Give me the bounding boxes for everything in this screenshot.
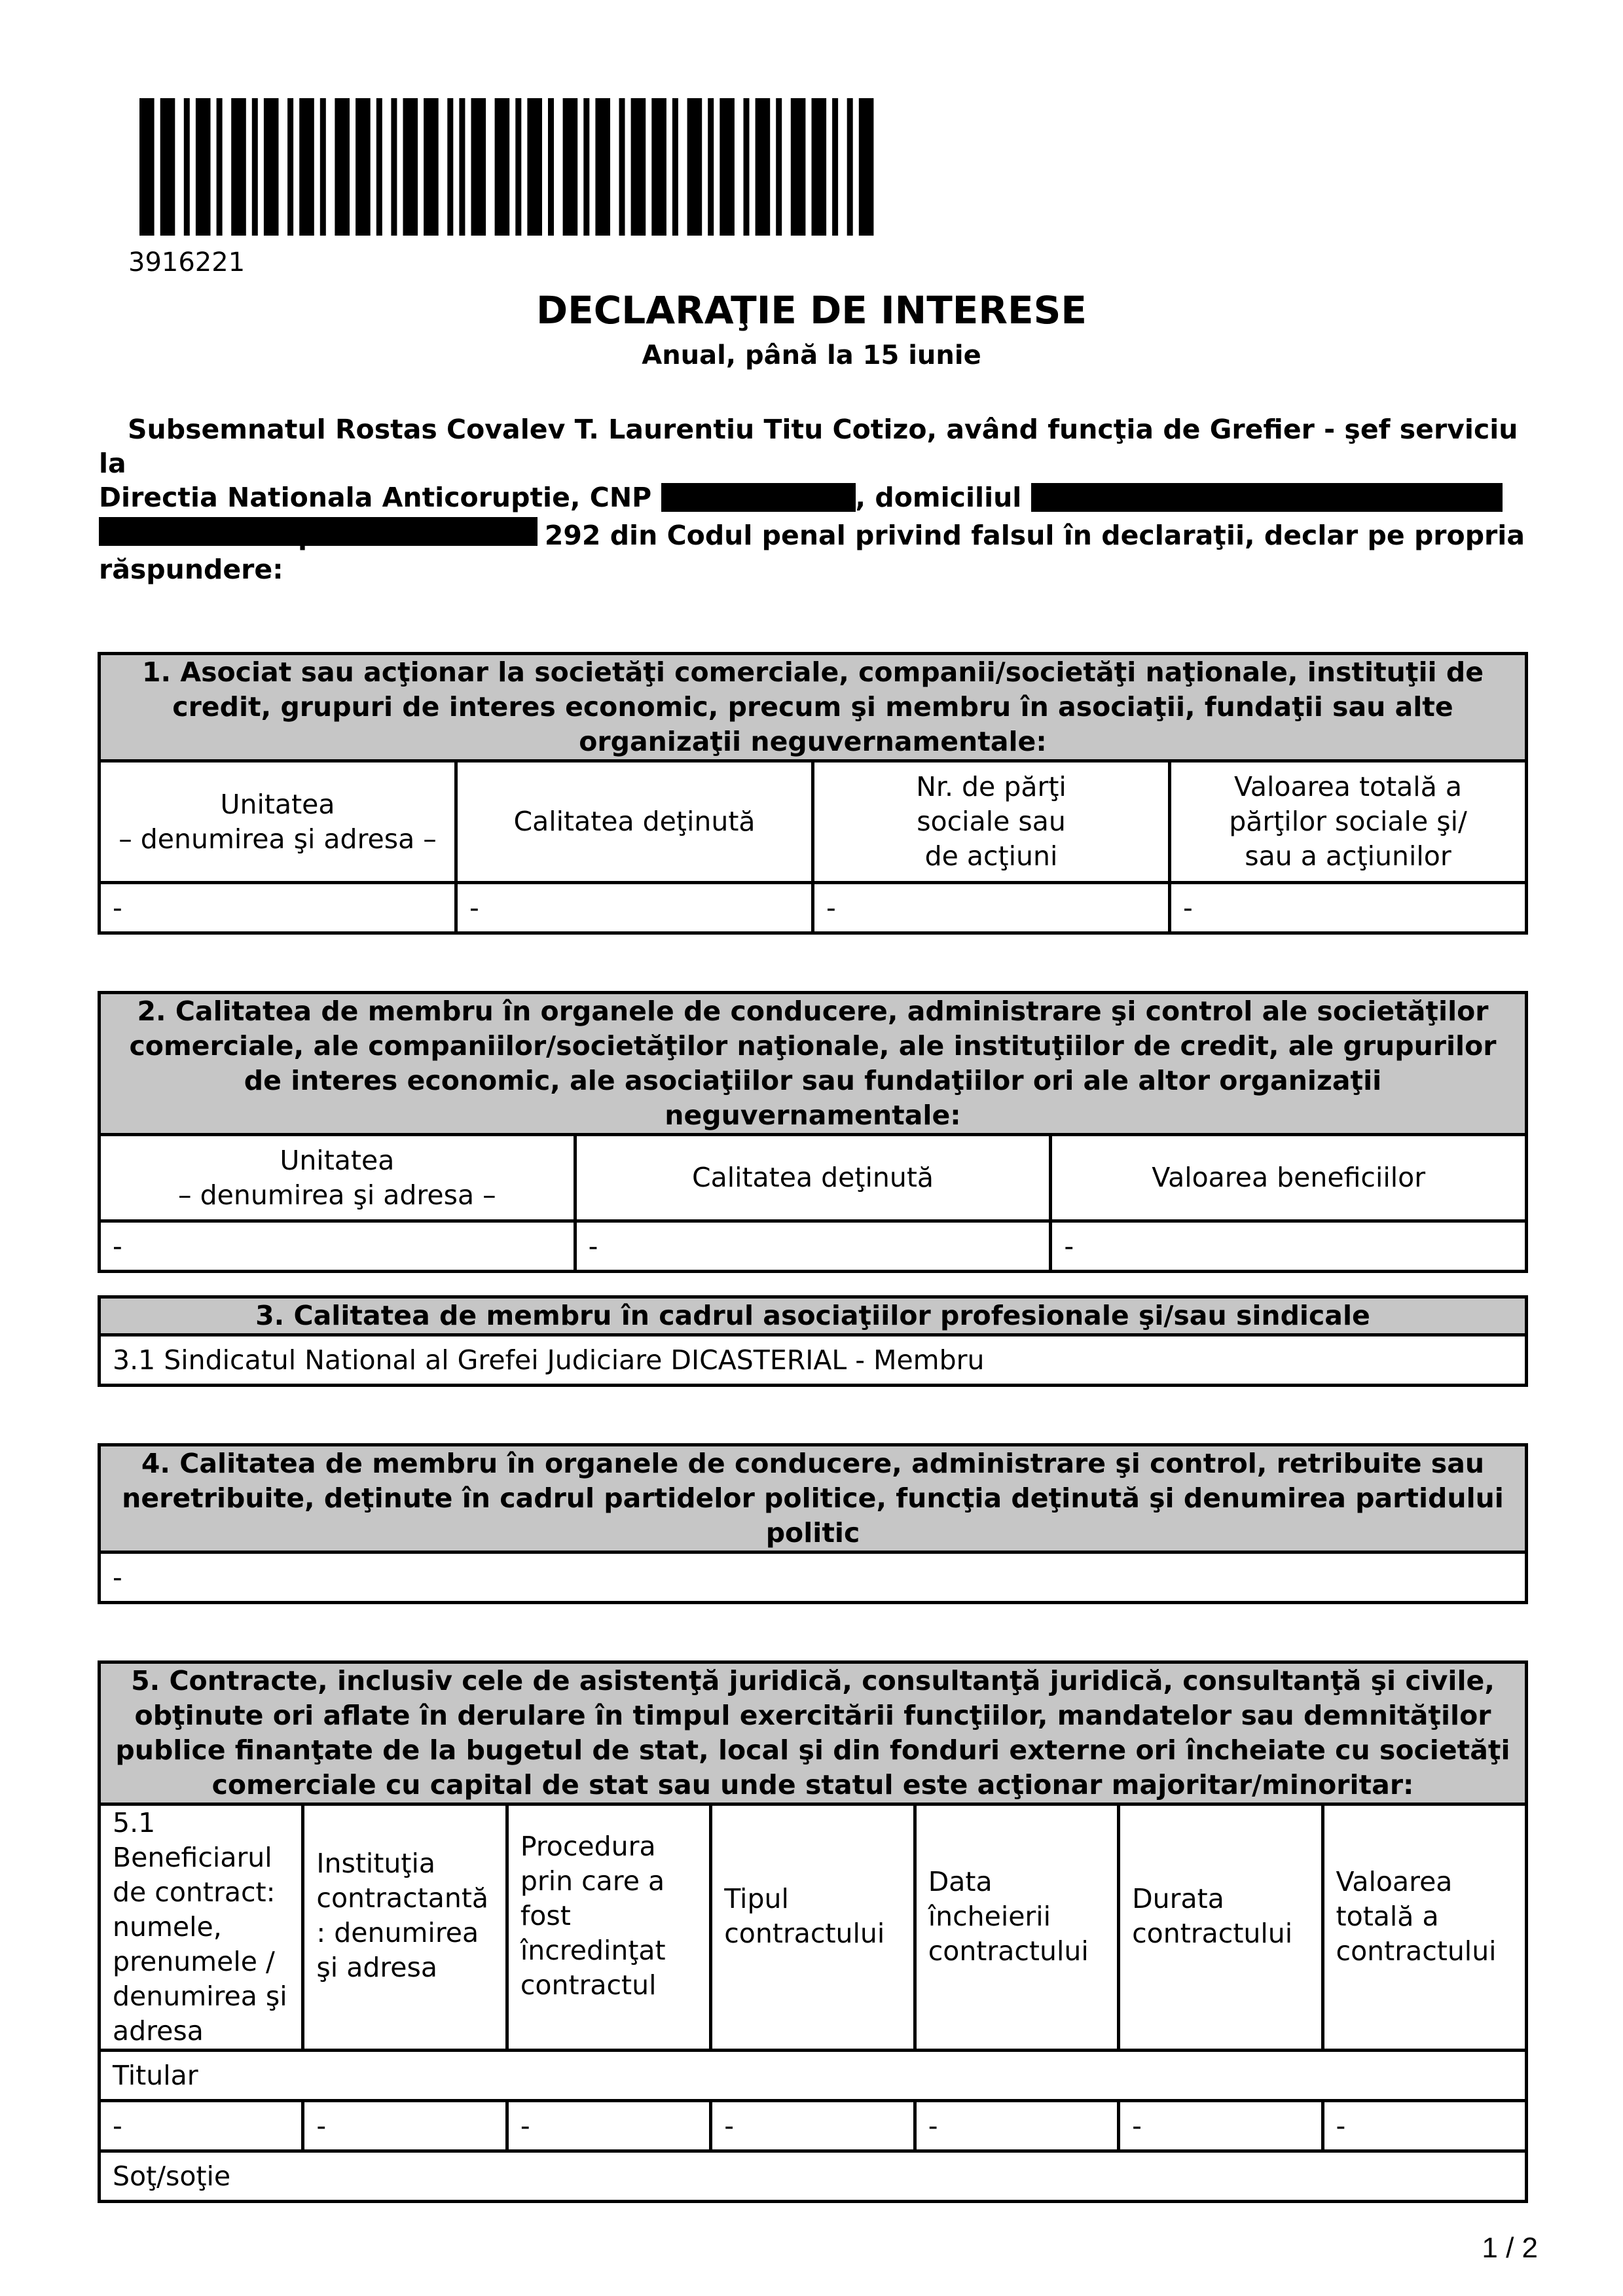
barcode-bar	[231, 98, 246, 236]
table-cell: -	[100, 1221, 575, 1272]
barcode-bar	[403, 98, 418, 236]
barcode-bar	[744, 98, 750, 236]
barcode-bar	[424, 98, 439, 236]
barcode-bar	[447, 98, 453, 236]
section-3-item: 3.1 Sindicatul National al Grefei Judiciare DICASTERIAL - Membru	[100, 1335, 1527, 1386]
redacted-cnp	[661, 483, 856, 512]
barcode-bar	[471, 98, 486, 236]
barcode-bar	[687, 98, 702, 236]
barcode-bar	[287, 98, 293, 236]
table-cell: -	[1119, 2101, 1322, 2151]
barcode-bar	[391, 98, 397, 236]
section-5-column-header: 5.1 Beneficiarul de contract: numele, prenumele / denumirea şi adresa	[100, 1804, 303, 2051]
barcode-bar	[320, 98, 326, 236]
table-cell: -	[100, 2101, 303, 2151]
statement-line: răspundere:	[99, 554, 283, 585]
section-1-column-header: Unitatea – denumirea şi adresa –	[100, 761, 456, 883]
barcode-bar	[791, 98, 806, 236]
barcode-bar	[139, 98, 155, 236]
barcode-bar	[495, 98, 510, 236]
barcode-bar	[619, 98, 625, 236]
document-title: DECLARAŢIE DE INTERESE	[536, 288, 1087, 332]
spouse-row-label: Soţ/soţie	[100, 2151, 1527, 2202]
table-cell: -	[1051, 1221, 1527, 1272]
barcode-bar	[776, 98, 782, 236]
titular-row-label: Titular	[100, 2051, 1527, 2101]
statement-line: cunoscând prevederile art. 292 din Codul penal privind falsul în declaraţii, declar pe propria	[128, 520, 1525, 551]
section-1-column-header: Calitatea deţinută	[456, 761, 813, 883]
section-2-column-header: Unitatea – denumirea şi adresa –	[100, 1135, 575, 1221]
section-5-table	[98, 1660, 1528, 2203]
section-5-title: 5. Contracte, inclusiv cele de asistenţă juridică, consultanţă juridică, consultanţă şi civile, obţinute ori aflate în derulare în timpul exercitării funcţiilor, mandatelor sau demnităţilor publice finanţate de la bugetul de stat, local şi din fonduri externe ori încheiate cu societăţi comerciale cu capital de stat sau unde statul este acţionar majoritar/minoritar:	[100, 1662, 1527, 1804]
section-1-table	[98, 652, 1528, 935]
section-1-title: 1. Asociat sau acţionar la societăţi comerciale, companii/societăţi naţionale, instituţii de credit, grupuri de interes economic, precum şi membru în asociaţii, fundaţii sau alte organizaţii neguvernamentale:	[100, 654, 1527, 761]
barcode-bar	[563, 98, 578, 236]
barcode-bar	[651, 98, 666, 236]
page-number: 1 / 2	[1482, 2232, 1538, 2264]
barcode-bar	[299, 98, 314, 236]
barcode-bar	[720, 98, 735, 236]
barcode-bar	[160, 98, 175, 236]
section-2-table	[98, 991, 1528, 1273]
section-4-title: 4. Calitatea de membru în organele de conducere, administrare şi control, retribuite sau neretribuite, deţinute în cadrul partidelor politice, funcţia deţinută şi denumirea partidului politic	[100, 1445, 1527, 1552]
barcode-bar	[252, 98, 258, 236]
redacted-address	[1031, 483, 1503, 512]
section-4-table	[98, 1443, 1528, 1604]
barcode-bar	[184, 98, 190, 236]
barcode-bar	[631, 98, 646, 236]
barcode-bar	[583, 98, 589, 236]
table-cell: -	[456, 883, 813, 933]
barcode-bar	[595, 98, 610, 236]
barcode-number: 3916221	[128, 247, 246, 278]
table-cell: -	[1170, 883, 1527, 933]
table-cell: -	[303, 2101, 507, 2151]
barcode-bar	[196, 98, 211, 236]
barcode-bar	[708, 98, 714, 236]
table-cell: -	[507, 2101, 710, 2151]
statement-continuation	[99, 518, 1533, 586]
section-3-title: 3. Calitatea de membru în cadrul asociaţiilor profesionale şi/sau sindicale	[100, 1297, 1527, 1335]
barcode-bar	[376, 98, 382, 236]
section-5-column-header: Procedura prin care a fost încredinţat contractul	[507, 1804, 710, 2051]
statement-line: , domiciliul	[855, 482, 1022, 513]
barcode-bar	[335, 98, 350, 236]
barcode-bar	[515, 98, 521, 236]
section-2-column-header: Calitatea deţinută	[575, 1135, 1051, 1221]
barcode-bar	[527, 98, 542, 236]
barcode	[139, 98, 883, 236]
barcode-bar	[756, 98, 771, 236]
table-cell: -	[915, 2101, 1118, 2151]
barcode-bar	[459, 98, 465, 236]
barcode-bar	[356, 98, 371, 236]
section-1-column-header: Valoarea totală a părţilor sociale şi/ sau a acţiunilor	[1170, 761, 1527, 883]
section-1-column-header: Nr. de părţi sociale sau de acţiuni	[813, 761, 1170, 883]
barcode-bar	[217, 98, 223, 236]
barcode-bar	[832, 98, 838, 236]
barcode-bar	[548, 98, 554, 236]
section-2-column-header: Valoarea beneficiilor	[1051, 1135, 1527, 1221]
table-cell: -	[575, 1221, 1051, 1272]
section-5-column-header: Valoarea totală a contractului	[1322, 1804, 1526, 2051]
table-cell: -	[813, 883, 1170, 933]
barcode-bar	[264, 98, 279, 236]
table-cell: -	[1322, 2101, 1526, 2151]
section-5-column-header: Durata contractului	[1119, 1804, 1322, 2051]
table-cell: -	[711, 2101, 915, 2151]
document-subtitle: Anual, până la 15 iunie	[642, 340, 981, 370]
table-cell: -	[100, 1552, 1527, 1603]
barcode-bar	[859, 98, 874, 236]
statement-line: Subsemnatul Rostas Covalev T. Laurentiu Titu Cotizo, având funcţia de Grefier - şef serviciu la	[99, 414, 1518, 479]
barcode-bar	[812, 98, 827, 236]
section-2-title: 2. Calitatea de membru în organele de conducere, administrare şi control ale societăţilor comerciale, ale companiilor/societăţilor naţionale, ale instituţiilor de credit, ale grupurilor de interes economic, ale asociaţiilor sau fundaţiilor ori ale altor organizaţii neguvernamentale:	[100, 993, 1527, 1135]
barcode-bar	[672, 98, 678, 236]
statement-line: Directia Nationala Anticoruptie, CNP	[99, 482, 652, 513]
barcode-bar	[847, 98, 853, 236]
section-5-column-header: Tipul contractului	[711, 1804, 915, 2051]
section-3-table	[98, 1295, 1528, 1387]
section-5-column-header: Instituţia contractantă : denumirea şi adresa	[303, 1804, 507, 2051]
section-5-column-header: Data încheierii contractului	[915, 1804, 1118, 2051]
table-cell: -	[100, 883, 456, 933]
